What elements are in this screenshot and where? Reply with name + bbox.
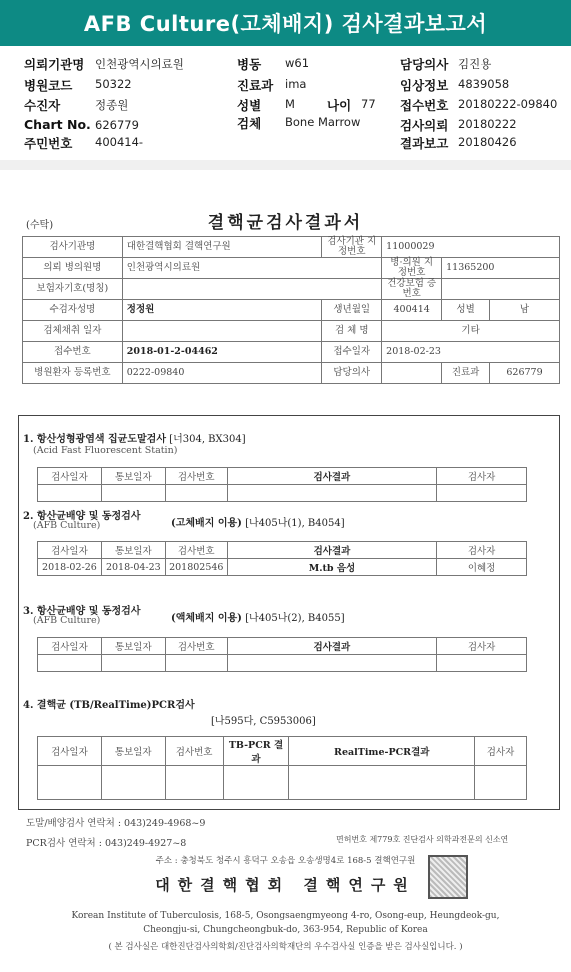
value-requesting-agency: 인천광역시의료원 [95, 57, 184, 71]
cell-value [122, 321, 322, 342]
section-1-table [37, 467, 527, 502]
cell-label: 검체채취 일자 [23, 321, 123, 342]
value-doctor: 김진용 [458, 57, 492, 71]
label-receipt-no: 접수번호 [400, 98, 449, 113]
section-3-media: (액체배지 이용) [나405나(2), B4055] [171, 613, 345, 624]
label-department: 진료과 [237, 78, 274, 93]
header-tb-pcr: TB-PCR 결과 [223, 737, 289, 766]
cell-value: 2018-01-2-04462 [122, 342, 322, 363]
value-chart-no: 626779 [95, 118, 139, 132]
culture-result: M.tb 음성 [227, 559, 436, 576]
culture-examiner: 이혜정 [437, 559, 527, 576]
results-box [18, 415, 560, 810]
cell-label: 의뢰 병의원명 [23, 258, 123, 279]
table-cell [165, 766, 223, 800]
header-test-date: 검사일자 [38, 638, 102, 655]
section-1-title: 1. 항산성형광염색 집균도말검사 [너304, BX304] [23, 434, 246, 445]
cell-label: 검 체 명 [322, 321, 382, 342]
table-cell [289, 766, 475, 800]
table-cell [475, 766, 527, 800]
cell-value [442, 279, 560, 300]
value-specimen: Bone Marrow [285, 115, 361, 129]
divider [0, 160, 571, 170]
header-test-date: 검사일자 [38, 542, 102, 559]
label-specimen: 검체 [237, 116, 262, 131]
cell-value: 남 [490, 300, 560, 321]
label-ward: 병동 [237, 57, 262, 72]
section-2-subtitle: (AFB Culture) [33, 520, 101, 531]
header-realtime-pcr: RealTime-PCR결과 [289, 737, 475, 766]
cell-value: 2018-02-23 [382, 342, 560, 363]
table-cell [38, 655, 102, 672]
cell-label: 담당의사 [322, 363, 382, 384]
label-age: 나이 [327, 98, 352, 113]
header-examiner: 검사자 [437, 468, 527, 485]
table-cell [101, 766, 165, 800]
culture-test-no: 201802546 [165, 559, 227, 576]
official-seal [428, 855, 468, 899]
cell-value [382, 363, 442, 384]
header-result: 검사결과 [227, 542, 436, 559]
address-en-2: Cheongju-si, Chungcheongbuk-do, 363-954, Republic of Korea [143, 925, 428, 935]
label-clinical-info: 임상정보 [400, 78, 449, 93]
cell-label: 수검자성명 [23, 300, 123, 321]
value-age: 77 [361, 97, 376, 111]
cell-value: 11365200 [442, 258, 560, 279]
header-notify-date: 통보일자 [101, 638, 165, 655]
cell-label: 진료과 [442, 363, 490, 384]
header-examiner: 검사자 [437, 638, 527, 655]
license-note: 면허번호 제779호 진단검사 의학과전문의 신소연 [336, 835, 509, 844]
cell-value: 기타 [382, 321, 560, 342]
header-notify-date: 통보일자 [101, 542, 165, 559]
header-test-date: 검사일자 [38, 737, 102, 766]
header-notify-date: 통보일자 [101, 468, 165, 485]
cell-value: 626779 [490, 363, 560, 384]
address-en-1: Korean Institute of Tuberculosis, 168-5, Osongsaengmyeong 4-ro, Osong-eup, Heungdeok-gu, [71, 911, 500, 921]
cell-label: 검사기관명 [23, 237, 123, 258]
cell-label: 병·의원 지정번호 [382, 258, 442, 279]
value-test-request: 20180222 [458, 117, 517, 131]
culture-test-date: 2018-02-26 [38, 559, 102, 576]
culture-notify-date: 2018-04-23 [101, 559, 165, 576]
header-examiner: 검사자 [437, 542, 527, 559]
patient-table [22, 236, 560, 384]
label-test-request: 검사의뢰 [400, 118, 449, 133]
doc-title: 결핵균검사결과서 [207, 213, 364, 233]
section-3-subtitle: (AFB Culture) [33, 615, 101, 626]
section-3-title: 3. 항산균배양 및 동정검사 [23, 606, 141, 617]
header-test-date: 검사일자 [38, 468, 102, 485]
section-4-code: [나595다, C5953006] [211, 716, 316, 727]
value-hospital-code: 50322 [95, 77, 132, 91]
header-test-no: 검사번호 [165, 542, 227, 559]
section-2-table [37, 541, 527, 576]
table-cell [437, 655, 527, 672]
cell-value: 400414 [382, 300, 442, 321]
cell-label: 생년월일 [322, 300, 382, 321]
contact-culture: 도말/배양검사 연락처 : 043)249-4968~9 [26, 818, 206, 829]
cell-label: 검사기관 지정번호 [322, 237, 382, 258]
header-examiner: 검사자 [475, 737, 527, 766]
cell-value: 정정원 [122, 300, 322, 321]
scanned-result-document [0, 170, 571, 972]
cell-value: 대한결핵협회 결핵연구원 [122, 237, 322, 258]
table-cell [101, 655, 165, 672]
value-patient: 정종원 [95, 98, 129, 112]
label-patient: 수진자 [24, 98, 61, 113]
header-result: 검사결과 [227, 638, 437, 655]
section-2-title: 2. 항산균배양 및 동정검사 [23, 511, 141, 522]
table-cell [38, 766, 102, 800]
table-cell [227, 485, 437, 502]
patient-info-panel [0, 50, 571, 158]
table-cell [101, 485, 165, 502]
label-hospital-code: 병원코드 [24, 78, 73, 93]
value-sex: M [285, 97, 295, 111]
header-notify-date: 통보일자 [101, 737, 165, 766]
table-cell [38, 485, 102, 502]
label-resident-no: 주민번호 [24, 136, 73, 151]
section-4-table [37, 736, 527, 800]
cell-label: 건강보험 증번호 [382, 279, 442, 300]
cell-value: 인천광역시의료원 [122, 258, 381, 279]
table-cell [437, 485, 527, 502]
certification-note: ( 본 검사실은 대한진단검사의학회/진단검사의학재단의 우수검사실 인증을 받은 검사실입니다. ) [108, 942, 463, 952]
cell-label: 성별 [442, 300, 490, 321]
table-cell [227, 655, 437, 672]
value-clinical-info: 4839058 [458, 77, 510, 91]
header-test-no: 검사번호 [165, 468, 227, 485]
value-result-report: 20180426 [458, 135, 517, 149]
cell-label: 접수일자 [322, 342, 382, 363]
cell-value [122, 279, 381, 300]
label-requesting-agency: 의뢰기관명 [24, 57, 85, 72]
table-cell [165, 655, 227, 672]
label-sex: 성별 [237, 98, 262, 113]
section-3-table [37, 637, 527, 672]
table-cell [223, 766, 289, 800]
label-chart-no: Chart No. [24, 117, 91, 132]
section-2-media: (고체배지 이용) [나405나(1), B4054] [171, 518, 345, 529]
cell-value: 11000029 [382, 237, 560, 258]
header-test-no: 검사번호 [165, 737, 223, 766]
header-test-no: 검사번호 [165, 638, 227, 655]
doc-tag: (수탁) [26, 220, 54, 231]
section-4-title: 4. 결핵균 (TB/RealTime)PCR검사 [23, 700, 195, 711]
value-department: ima [285, 77, 307, 91]
cell-label: 보험자기호(명칭) [23, 279, 123, 300]
address-kr: 주소 : 충청북도 청주시 흥덕구 오송읍 오송생명4로 168-5 결핵연구원 [155, 856, 416, 866]
value-resident-no: 400414- [95, 135, 144, 149]
label-result-report: 결과보고 [400, 136, 449, 151]
cell-label: 접수번호 [23, 342, 123, 363]
contact-pcr: PCR검사 연락처 : 043)249-4927~8 [26, 838, 187, 849]
cell-label: 병원환자 등록번호 [23, 363, 123, 384]
section-1-subtitle: (Acid Fast Fluorescent Statin) [33, 445, 178, 456]
report-title: AFB Culture(고체배지) 검사결과보고서 [0, 0, 571, 46]
label-doctor: 담당의사 [400, 57, 449, 72]
institute-name: 대한결핵협회 결핵연구원 [155, 876, 416, 894]
header-result: 검사결과 [227, 468, 437, 485]
table-cell [165, 485, 227, 502]
cell-value: 0222-09840 [122, 363, 322, 384]
value-ward: w61 [285, 56, 310, 70]
value-receipt-no: 20180222-09840 [458, 97, 558, 111]
